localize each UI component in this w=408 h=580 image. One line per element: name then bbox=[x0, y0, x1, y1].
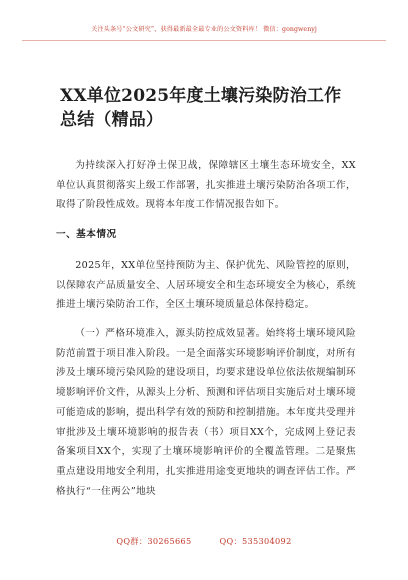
body-paragraph-2: （一）严格环境准入，源头防控成效显著。始终将土壤环境风险防范前置于项目准入阶段。一是全面落实环境影响评价制度，对所有涉及土壤环境污染风险的建设项目，均要求建设单位依法依规编制环境影响评价文件，从源头上分析、预测和评估项目实施后对土壤环境可能造成的影响，提出科学有效的预防和控制措施。本年度共受理并审批涉及土壤环境影响的报告表（书）项目XX个，完成网上登记表备案项目XX个，实现了土壤环境影响评价的全覆盖管理。二是聚焦重点建设用地安全利用，扎实推进用途变更地块的调查评估工作。严格执行“一住两公”地块 bbox=[56, 328, 356, 497]
footer-qq-group: QQ群：30265665 bbox=[116, 536, 192, 546]
intro-paragraph: 为持续深入打好净土保卫战，保障辖区土壤生态环境安全，XX单位认真贯彻落实上级工作部署，扎实推进土壤污染防治各项工作，取得了阶段性成效。现将本年度工作情况报告如下。 bbox=[56, 160, 356, 211]
body-paragraph-1: 2025年，XX单位坚持预防为主、保护优先、风险管控的原则，以保障农产品质量安全、人居环境安全和生态环境安全为核心，系统推进土壤污染防治工作，全区土壤环境质量总体保持稳定。 bbox=[56, 260, 356, 311]
header-divider bbox=[22, 40, 386, 41]
section-heading-basic-situation: 一、基本情况 bbox=[56, 229, 117, 240]
document-title: XX单位2025年度土壤污染防治工作总结（精品） bbox=[60, 86, 342, 130]
footer-qq: QQ：535304092 bbox=[219, 536, 292, 546]
footer-contact bbox=[0, 535, 408, 547]
promo-header-banner: 关注头条号“公文研究”，获得最新最全最专业的公文资料库！ 微信：gongwenyj bbox=[91, 26, 317, 33]
